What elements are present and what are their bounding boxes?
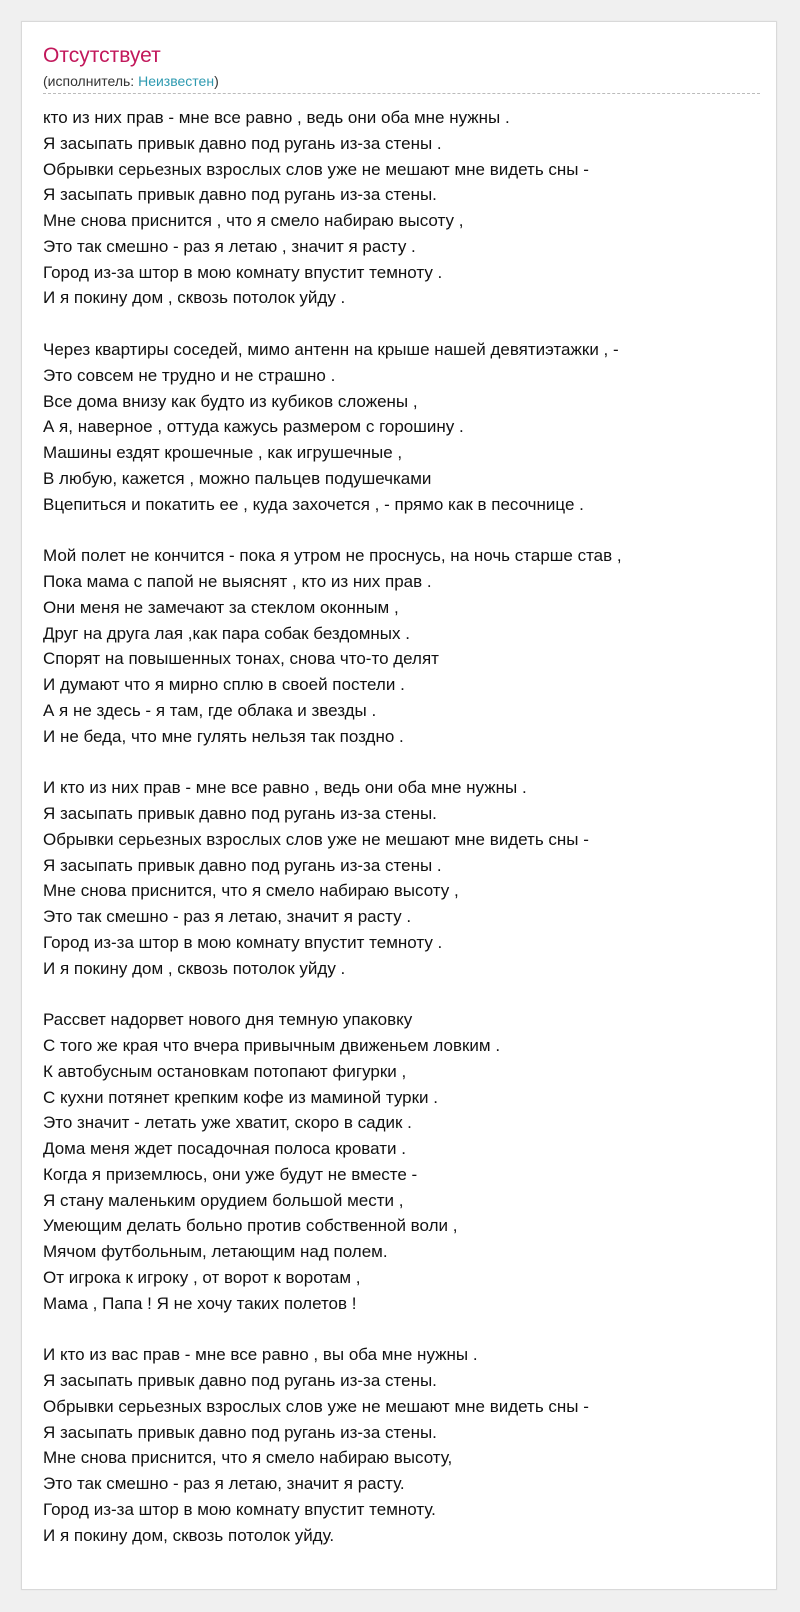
lyrics-card bbox=[21, 21, 777, 1590]
lyric-line: кто из них прав - мне все равно , ведь они оба мне нужны . bbox=[43, 108, 510, 127]
lyric-line: Мне снова приснится, что я смело набираю высоту, bbox=[43, 1448, 453, 1468]
lyric-line: Мячом футбольным, летающим над полем. bbox=[43, 1242, 388, 1261]
lyric-line: Рассвет надорвет нового дня темную упаковку bbox=[43, 1010, 413, 1030]
lyric-line: Обрывки серьезных взрослых слов уже не мешают мне видеть сны - bbox=[43, 1396, 589, 1416]
artist-link[interactable]: Неизвестен bbox=[138, 73, 215, 89]
artist-suffix: ) bbox=[214, 73, 219, 89]
lyric-line: Через квартиры соседей, мимо антенн на крыше нашей девятиэтажки , - bbox=[43, 340, 619, 359]
lyric-line: Обрывки серьезных взрослых слов уже не мешают мне видеть сны - bbox=[43, 159, 589, 179]
lyric-line: В любую, кажется , можно пальцев подушечками bbox=[43, 468, 432, 488]
lyric-line: Это так смешно - раз я летаю , значит я расту . bbox=[43, 236, 416, 256]
lyric-line: Мой полет не кончится - пока я утром не проснусь, на ночь старше став , bbox=[43, 546, 622, 566]
lyric-line: Умеющим делать больно против собственной воли , bbox=[43, 1216, 458, 1236]
lyric-line: Это так смешно - раз я летаю, значит я расту. bbox=[43, 1474, 405, 1493]
lyric-line: Они меня не замечают за стеклом оконным , bbox=[43, 597, 399, 617]
lyric-line: И кто из вас прав - мне все равно , вы оба мне нужны . bbox=[43, 1345, 478, 1365]
lyric-line: Я засыпать привык давно под ругань из-за стены. bbox=[43, 1371, 437, 1390]
lyric-line: Я засыпать привык давно под ругань из-за стены. bbox=[43, 185, 437, 205]
lyric-line: А я, наверное , оттуда кажусь размером с горошину . bbox=[43, 417, 464, 437]
lyric-line: Друг на друга лая ,как пара собак бездомных . bbox=[43, 623, 410, 643]
lyrics-stanza bbox=[43, 543, 763, 749]
artist-prefix: (исполнитель: bbox=[43, 73, 139, 89]
lyric-line: Это так смешно - раз я летаю, значит я расту . bbox=[43, 907, 412, 926]
lyrics-stanza bbox=[43, 1007, 763, 1316]
lyric-line: Обрывки серьезных взрослых слов уже не мешают мне видеть сны - bbox=[43, 829, 589, 849]
lyric-line: Я засыпать привык давно под ругань из-за стены . bbox=[43, 133, 442, 153]
lyric-line: От игрока к игроку , от ворот к воротам , bbox=[43, 1267, 361, 1287]
lyric-line: Машины ездят крошечные , как игрушечные , bbox=[43, 443, 403, 462]
lyric-line: Мама , Папа ! Я не хочу таких полетов ! bbox=[43, 1293, 357, 1313]
lyric-line: Я стану маленьким орудием большой мести , bbox=[43, 1190, 404, 1210]
lyric-line: Спорят на повышенных тонах, снова что-то делят bbox=[43, 649, 439, 669]
lyric-line: Это совсем не трудно и не страшно . bbox=[43, 365, 336, 385]
lyric-line: С того же края что вчера привычным движеньем ловким . bbox=[43, 1036, 501, 1055]
lyric-line: И думают что я мирно сплю в своей постели . bbox=[43, 675, 405, 694]
lyric-line: Я засыпать привык давно под ругань из-за стены. bbox=[43, 1422, 437, 1442]
lyric-line: Это значит - летать уже хватит, скоро в садик . bbox=[43, 1113, 412, 1133]
lyric-line: Мне снова приснится , что я смело набираю высоту , bbox=[43, 211, 464, 230]
lyric-line: И кто из них прав - мне все равно , ведь они оба мне нужны . bbox=[43, 778, 527, 798]
lyric-line: Мне снова приснится, что я смело набираю высоту , bbox=[43, 881, 459, 901]
lyrics-stanza bbox=[43, 1342, 763, 1548]
lyric-line: Когда я приземлюсь, они уже будут не вместе - bbox=[43, 1164, 418, 1184]
lyric-line: А я не здесь - я там, где облака и звезды . bbox=[43, 700, 377, 720]
lyric-line: С кухни потянет крепким кофе из маминой турки . bbox=[43, 1087, 438, 1107]
lyric-line: И я покину дом , сквозь потолок уйду . bbox=[43, 288, 346, 308]
lyrics-stanza bbox=[43, 775, 763, 981]
lyric-line: Я засыпать привык давно под ругань из-за стены . bbox=[43, 855, 442, 875]
lyric-line: Город из-за штор в мою комнату впустит темноту . bbox=[43, 932, 443, 952]
header-divider bbox=[43, 93, 760, 94]
lyric-line: Город из-за штор в мою комнату впустит темноту. bbox=[43, 1499, 436, 1519]
lyric-line: Вцепиться и покатить ее , куда захочется , - прямо как в песочнице . bbox=[43, 494, 584, 514]
lyric-line: Дома меня ждет посадочная полоса кровати . bbox=[43, 1139, 406, 1158]
lyric-line: Все дома внизу как будто из кубиков сложены , bbox=[43, 391, 418, 411]
song-title: Отсутствует bbox=[43, 44, 161, 67]
lyric-line: И я покину дом, сквозь потолок уйду. bbox=[43, 1525, 335, 1545]
lyric-line: Город из-за штор в мою комнату впустит темноту . bbox=[43, 262, 443, 282]
lyric-line: И не беда, что мне гулять нельзя так поздно . bbox=[43, 726, 404, 746]
artist-line bbox=[43, 72, 219, 90]
lyric-line: К автобусным остановкам потопают фигурки , bbox=[43, 1061, 407, 1081]
lyric-line: Я засыпать привык давно под ругань из-за стены. bbox=[43, 804, 437, 823]
lyrics-body bbox=[43, 105, 763, 1574]
lyrics-stanza bbox=[43, 337, 763, 517]
lyric-line: И я покину дом , сквозь потолок уйду . bbox=[43, 958, 346, 978]
lyric-line: Пока мама с папой не выяснят , кто из них прав . bbox=[43, 572, 432, 591]
lyrics-stanza bbox=[43, 105, 763, 311]
